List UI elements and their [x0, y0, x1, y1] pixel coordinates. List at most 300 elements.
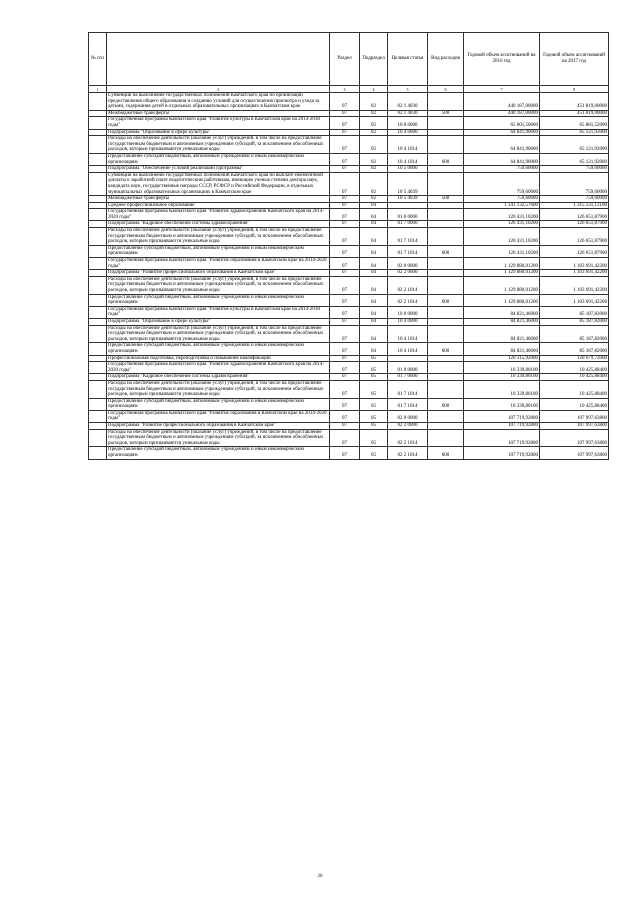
cell-name: Государственная программа Камчатского края "Развитие здравоохранения Камчатского края на 2014-2020 годы" [107, 362, 330, 374]
cell-vid-raskhodov [428, 318, 464, 325]
cell-num [89, 374, 107, 381]
table-row [89, 343, 609, 355]
cell-amount-2017: 85 187,82000 [540, 306, 609, 318]
cell-razdel: 07 [330, 270, 360, 277]
cell-vid-raskhodov: 600 [428, 447, 464, 459]
cell-amount-2016: 759,60000 [464, 166, 540, 173]
table-row [89, 447, 609, 459]
header-razdel: Раздел [330, 33, 360, 86]
cell-amount-2016: 107 719,92800 [464, 447, 540, 459]
cell-amount-2016: 107 719,92800 [464, 429, 540, 447]
cell-amount-2017: 1 103 691,42200 [540, 294, 609, 306]
cell-num [89, 410, 107, 422]
cell-amount-2016: 1 129 880,01200 [464, 270, 540, 277]
cell-podrazdel: 02 [360, 136, 388, 154]
cell-vid-raskhodov [428, 136, 464, 154]
cell-num [89, 209, 107, 221]
cell-podrazdel: 05 [360, 355, 388, 362]
cell-razdel: 07 [330, 258, 360, 270]
table-row [89, 245, 609, 257]
cell-amount-2016: 126 431,10200 [464, 209, 540, 221]
cell-tselevaya-statya: 01 7 0000 [388, 221, 428, 228]
cell-podrazdel: 02 [360, 117, 388, 129]
cell-amount-2016: 64 841,90000 [464, 153, 540, 165]
cell-podrazdel: 02 [360, 93, 388, 111]
cell-podrazdel: 05 [360, 429, 388, 447]
cell-num [89, 172, 107, 195]
cell-num [89, 318, 107, 325]
page-number: 26 [317, 874, 323, 879]
table-row [89, 117, 609, 129]
table-row [89, 93, 609, 111]
table-row [89, 374, 609, 381]
cell-razdel: 07 [330, 306, 360, 318]
table-row [89, 221, 609, 228]
table-body [89, 93, 609, 460]
column-index: 7 [464, 86, 540, 93]
table-row [89, 228, 609, 246]
cell-amount-2016: 107 719,92800 [464, 423, 540, 430]
cell-amount-2017: 10 425,88400 [540, 362, 609, 374]
table-row [89, 362, 609, 374]
cell-name: Расходы на обеспечение деятельности (оказание услуг) учреждений, в том числе на предоставление государственным бюджетным и автономным учреждениям субсидий, за исключением обособленных расходов, которым присваиваются уникальные коды [107, 380, 330, 398]
cell-vid-raskhodov: 600 [428, 153, 464, 165]
cell-razdel: 07 [330, 374, 360, 381]
cell-vid-raskhodov: 600 [428, 343, 464, 355]
cell-tselevaya-statya: 10 5 4039 [388, 172, 428, 195]
cell-num [89, 362, 107, 374]
table-row [89, 325, 609, 343]
cell-podrazdel: 02 [360, 166, 388, 173]
table-row [89, 306, 609, 318]
cell-vid-raskhodov [428, 221, 464, 228]
cell-razdel: 07 [330, 318, 360, 325]
table-row [89, 166, 609, 173]
table-row [89, 380, 609, 398]
cell-name: Расходы на обеспечение деятельности (оказание услуг) учреждений, в том числе на предоставление государственным бюджетным и автономным учреждениям субсидий, за исключением обособленных расходов, которым присваиваются уникальные коды [107, 276, 330, 294]
cell-razdel: 07 [330, 325, 360, 343]
table-row [89, 270, 609, 277]
table-row [89, 110, 609, 117]
table-row [89, 196, 609, 203]
cell-vid-raskhodov [428, 429, 464, 447]
cell-razdel: 07 [330, 245, 360, 257]
cell-tselevaya-statya: 01 7 1014 [388, 398, 428, 410]
cell-tselevaya-statya: 02 0 0000 [388, 258, 428, 270]
cell-vid-raskhodov: 600 [428, 398, 464, 410]
column-index: 2 [107, 86, 330, 93]
cell-num [89, 276, 107, 294]
cell-podrazdel: 04 [360, 325, 388, 343]
cell-amount-2017: 65 121,92000 [540, 129, 609, 136]
table-row [89, 258, 609, 270]
table-row [89, 276, 609, 294]
cell-amount-2016: 10 339,80100 [464, 398, 540, 410]
cell-razdel: 07 [330, 355, 360, 362]
cell-name: Среднее профессиональное образование [107, 202, 330, 209]
table-row [89, 202, 609, 209]
cell-tselevaya-statya: 01 7 1014 [388, 245, 428, 257]
cell-vid-raskhodov [428, 306, 464, 318]
cell-amount-2017: 1 103 691,42200 [540, 258, 609, 270]
cell-amount-2016: 84 821,46000 [464, 325, 540, 343]
table-row [89, 129, 609, 136]
column-index: 1 [89, 86, 107, 93]
cell-amount-2016: 120 315,92000 [464, 355, 540, 362]
cell-tselevaya-statya: 10 4 0000 [388, 318, 428, 325]
cell-tselevaya-statya: 10 4 1014 [388, 343, 428, 355]
cell-num [89, 429, 107, 447]
cell-num [89, 221, 107, 228]
cell-amount-2016: 107 719,92800 [464, 410, 540, 422]
cell-amount-2016: 65 601,50000 [464, 117, 540, 129]
cell-amount-2016: 126 431,10200 [464, 245, 540, 257]
cell-name: Государственная программа Камчатского края "Развитие здравоохранения Камчатского края на 2014-2020 годы" [107, 209, 330, 221]
cell-tselevaya-statya: 10 4 1014 [388, 325, 428, 343]
cell-podrazdel: 05 [360, 362, 388, 374]
cell-num [89, 129, 107, 136]
document-page [88, 32, 608, 460]
cell-razdel: 07 [330, 362, 360, 374]
cell-amount-2016: 759,60000 [464, 196, 540, 203]
cell-tselevaya-statya: 01 0 0000 [388, 209, 428, 221]
cell-num [89, 270, 107, 277]
cell-amount-2017: 759,60000 [540, 166, 609, 173]
cell-amount-2017: 126 651,87900 [540, 221, 609, 228]
cell-razdel: 07 [330, 117, 360, 129]
cell-razdel: 07 [330, 294, 360, 306]
cell-amount-2016: 84 821,46000 [464, 306, 540, 318]
cell-amount-2017: 10 425,88400 [540, 374, 609, 381]
cell-tselevaya-statya: 10 5 0000 [388, 166, 428, 173]
cell-amount-2016: 1 129 880,01200 [464, 276, 540, 294]
cell-podrazdel: 04 [360, 258, 388, 270]
cell-amount-2016: 1 129 880,01200 [464, 294, 540, 306]
cell-name: Предоставление субсидий бюджетным, автономным учреждениям и иным некоммерческим организациям [107, 153, 330, 165]
cell-razdel: 07 [330, 209, 360, 221]
cell-vid-raskhodov [428, 374, 464, 381]
cell-tselevaya-statya: 10 4 1014 [388, 136, 428, 154]
cell-name: Подпрограмма "Развитие профессионального образования в Камчатском крае" [107, 270, 330, 277]
table-row [89, 294, 609, 306]
cell-amount-2016: 440 187,00000 [464, 93, 540, 111]
cell-vid-raskhodov [428, 172, 464, 195]
cell-razdel: 07 [330, 110, 360, 117]
cell-razdel: 07 [330, 276, 360, 294]
cell-num [89, 117, 107, 129]
cell-razdel: 07 [330, 93, 360, 111]
table-row [89, 318, 609, 325]
cell-podrazdel: 05 [360, 380, 388, 398]
cell-amount-2017: 10 425,88400 [540, 398, 609, 410]
cell-amount-2017: 65 881,52000 [540, 117, 609, 129]
cell-podrazdel: 04 [360, 228, 388, 246]
cell-amount-2017: 120 679,72000 [540, 355, 609, 362]
cell-vid-raskhodov [428, 380, 464, 398]
cell-podrazdel: 02 [360, 129, 388, 136]
cell-amount-2016: 64 841,90000 [464, 136, 540, 154]
cell-podrazdel: 04 [360, 221, 388, 228]
cell-tselevaya-statya: 02 2 1014 [388, 429, 428, 447]
cell-name: Государственная программа Камчатского края "Развитие образования в Камчатском крае на 2014-2020 годы" [107, 410, 330, 422]
cell-amount-2017: 107 997,63800 [540, 423, 609, 430]
cell-name: Подпрограмма "Развитие профессионального образования в Камчатском крае" [107, 423, 330, 430]
cell-name: Субвенции на выполнение государственных полномочий Камчатского края по выплате ежемесячной доплаты к заработной плате педагогическим работникам, имеющим ученые степени доктора наук, кандидата наук, государственные награды СССР, РСФСР и Российской Федерации, в отдельных муниципальных образовательных организациях в Камчатском крае [107, 172, 330, 195]
cell-podrazdel: 04 [360, 294, 388, 306]
cell-amount-2017: 65 121,92000 [540, 136, 609, 154]
cell-name: Субвенции на выполнение государственных полномочий Камчатского края по организации предоставления общего образования и созданию условий для осуществления присмотра и ухода за детьми, содержания детей в отдельных образовательных организациях в Камчатском крае [107, 93, 330, 111]
cell-name: Предоставление субсидий бюджетным, автономным учреждениям и иным некоммерческим организациям [107, 294, 330, 306]
header-name [107, 33, 330, 86]
column-index: 8 [540, 86, 609, 93]
cell-razdel: 07 [330, 136, 360, 154]
cell-amount-2017: 759,60000 [540, 196, 609, 203]
cell-podrazdel: 04 [360, 202, 388, 209]
cell-vid-raskhodov [428, 355, 464, 362]
cell-podrazdel: 02 [360, 172, 388, 195]
cell-amount-2016: 126 431,10200 [464, 228, 540, 246]
cell-tselevaya-statya: 02 2 1014 [388, 294, 428, 306]
cell-name: Предоставление субсидий бюджетным, автономным учреждениям и иным некоммерческим организациям [107, 245, 330, 257]
cell-razdel: 07 [330, 129, 360, 136]
cell-name: Межбюджетные трансферты [107, 110, 330, 117]
cell-tselevaya-statya [388, 355, 428, 362]
column-index: 6 [428, 86, 464, 93]
cell-name: Подпрограмма "Образование в сфере культуры" [107, 318, 330, 325]
cell-name: Расходы на обеспечение деятельности (оказание услуг) учреждений, в том числе на предоставление государственным бюджетным и автономным учреждениям субсидий, за исключением обособленных расходов, которым присваиваются уникальные коды [107, 136, 330, 154]
cell-name: Подпрограмма "Образование в сфере культуры" [107, 129, 330, 136]
table-row [89, 398, 609, 410]
cell-num [89, 355, 107, 362]
cell-amount-2016: 10 339,80100 [464, 362, 540, 374]
cell-vid-raskhodov [428, 202, 464, 209]
cell-tselevaya-statya: 02 1 4030 [388, 93, 428, 111]
cell-vid-raskhodov [428, 166, 464, 173]
cell-num [89, 93, 107, 111]
cell-vid-raskhodov: 500 [428, 110, 464, 117]
cell-tselevaya-statya: 01 7 1014 [388, 380, 428, 398]
cell-podrazdel: 04 [360, 276, 388, 294]
cell-podrazdel: 02 [360, 153, 388, 165]
cell-vid-raskhodov [428, 209, 464, 221]
cell-amount-2017: 107 997,63800 [540, 429, 609, 447]
cell-tselevaya-statya: 01 0 0000 [388, 362, 428, 374]
cell-razdel: 07 [330, 429, 360, 447]
cell-razdel: 07 [330, 153, 360, 165]
cell-razdel: 07 [330, 166, 360, 173]
cell-vid-raskhodov [428, 325, 464, 343]
header-amount-2017: Годовой объем ассигнований на 2017 год [540, 33, 609, 86]
cell-amount-2016: 10 339,80100 [464, 380, 540, 398]
table-row [89, 172, 609, 195]
column-index-row [89, 86, 609, 93]
cell-amount-2017: 1 315 531,12100 [540, 202, 609, 209]
cell-amount-2017: 759,60000 [540, 172, 609, 195]
cell-tselevaya-statya: 02 2 1014 [388, 276, 428, 294]
cell-num [89, 245, 107, 257]
cell-podrazdel: 02 [360, 110, 388, 117]
cell-name: Расходы на обеспечение деятельности (оказание услуг) учреждений, в том числе на предоставление государственным бюджетным и автономным учреждениям субсидий, за исключением обособленных расходов, которым присваиваются уникальные коды [107, 325, 330, 343]
column-index: 3 [330, 86, 360, 93]
cell-razdel: 07 [330, 228, 360, 246]
cell-razdel: 07 [330, 172, 360, 195]
column-index: 5 [388, 86, 428, 93]
cell-razdel: 07 [330, 423, 360, 430]
cell-podrazdel: 02 [360, 196, 388, 203]
cell-num [89, 423, 107, 430]
cell-amount-2016: 84 821,46000 [464, 318, 540, 325]
column-index: 4 [360, 86, 388, 93]
cell-tselevaya-statya: 02 2 0000 [388, 270, 428, 277]
budget-table [88, 32, 609, 460]
cell-num [89, 325, 107, 343]
header-vid-raskhodov: Вид расходов [428, 33, 464, 86]
cell-razdel: 07 [330, 221, 360, 228]
cell-razdel: 07 [330, 343, 360, 355]
cell-name: Подпрограмма "Кадровое обеспечение системы здравоохранения" [107, 374, 330, 381]
cell-name: Предоставление субсидий бюджетным, автономным учреждениям и иным некоммерческим организациям [107, 447, 330, 459]
cell-name: Профессиональная подготовка, переподготовка и повышение квалификации [107, 355, 330, 362]
cell-amount-2016: 440 187,00000 [464, 110, 540, 117]
table-row [89, 153, 609, 165]
cell-vid-raskhodov [428, 423, 464, 430]
cell-name: Государственная программа Камчатского края "Развитие образования в Камчатском крае на 2014-2020 годы" [107, 258, 330, 270]
cell-amount-2017: 65 121,92000 [540, 153, 609, 165]
cell-num [89, 202, 107, 209]
cell-num [89, 398, 107, 410]
cell-name: Расходы на обеспечение деятельности (оказание услуг) учреждений, в том числе на предоставление государственным бюджетным и автономным учреждениям субсидий, за исключением обособленных расходов, которым присваиваются уникальные коды [107, 228, 330, 246]
cell-razdel: 07 [330, 447, 360, 459]
cell-tselevaya-statya: 01 7 1014 [388, 228, 428, 246]
cell-amount-2017: 107 997,63800 [540, 447, 609, 459]
cell-num [89, 306, 107, 318]
cell-amount-2016: 759,60000 [464, 172, 540, 195]
table-row [89, 136, 609, 154]
cell-tselevaya-statya: 01 7 0000 [388, 374, 428, 381]
cell-amount-2017: 85 187,82000 [540, 325, 609, 343]
header-amount-2016: Годовой объем ассигнований на 2016 год [464, 33, 540, 86]
cell-name: Государственная программа Камчатского края "Развитие культуры в Камчатском крае на 2014-2018 годы" [107, 306, 330, 318]
cell-vid-raskhodov [428, 270, 464, 277]
cell-amount-2017: 126 651,87900 [540, 245, 609, 257]
cell-name: Предоставление субсидий бюджетным, автономным учреждениям и иным некоммерческим организациям [107, 343, 330, 355]
cell-podrazdel: 05 [360, 374, 388, 381]
cell-num [89, 196, 107, 203]
cell-razdel: 07 [330, 202, 360, 209]
cell-amount-2017: 107 997,63800 [540, 410, 609, 422]
cell-amount-2016: 1 129 880,01200 [464, 258, 540, 270]
cell-name: Подпрограмма "Кадровое обеспечение системы здравоохранения" [107, 221, 330, 228]
cell-amount-2017: 85 187,82000 [540, 318, 609, 325]
cell-vid-raskhodov [428, 410, 464, 422]
cell-name: Государственная программа Камчатского края "Развитие культуры в Камчатском крае на 2014-2018 годы" [107, 117, 330, 129]
cell-podrazdel: 05 [360, 410, 388, 422]
header-tselevaya-statya: Целевая статья [388, 33, 428, 86]
cell-num [89, 166, 107, 173]
cell-vid-raskhodov [428, 258, 464, 270]
cell-num [89, 258, 107, 270]
cell-vid-raskhodov [428, 228, 464, 246]
cell-tselevaya-statya: 10 5 4039 [388, 196, 428, 203]
cell-amount-2017: 451 819,00000 [540, 93, 609, 111]
cell-amount-2017: 126 651,87900 [540, 209, 609, 221]
cell-podrazdel: 05 [360, 447, 388, 459]
cell-amount-2017: 1 103 691,42200 [540, 276, 609, 294]
cell-num [89, 110, 107, 117]
cell-tselevaya-statya [388, 202, 428, 209]
cell-tselevaya-statya: 10 0 0000 [388, 117, 428, 129]
cell-amount-2017: 85 187,82000 [540, 343, 609, 355]
cell-amount-2016: 10 339,80100 [464, 374, 540, 381]
cell-amount-2016: 84 821,46000 [464, 343, 540, 355]
cell-podrazdel: 05 [360, 423, 388, 430]
cell-vid-raskhodov: 500 [428, 196, 464, 203]
cell-num [89, 294, 107, 306]
cell-vid-raskhodov: 600 [428, 294, 464, 306]
table-header-row [89, 33, 609, 86]
cell-amount-2016: 64 841,90000 [464, 129, 540, 136]
cell-num [89, 228, 107, 246]
header-podrazdel: Подраздел [360, 33, 388, 86]
cell-num [89, 380, 107, 398]
cell-podrazdel: 04 [360, 306, 388, 318]
cell-podrazdel: 04 [360, 245, 388, 257]
cell-name: Расходы на обеспечение деятельности (оказание услуг) учреждений, в том числе на предоставление государственным бюджетным и автономным учреждениям субсидий, за исключением обособленных расходов, которым присваиваются уникальные коды [107, 429, 330, 447]
table-row [89, 209, 609, 221]
cell-amount-2016: 126 431,10200 [464, 221, 540, 228]
cell-tselevaya-statya: 10 4 0000 [388, 129, 428, 136]
cell-tselevaya-statya: 02 0 0000 [388, 410, 428, 422]
cell-tselevaya-statya: 02 2 1014 [388, 447, 428, 459]
cell-amount-2017: 1 103 691,42200 [540, 270, 609, 277]
cell-vid-raskhodov: 600 [428, 245, 464, 257]
cell-razdel: 07 [330, 410, 360, 422]
cell-tselevaya-statya: 02 1 4030 [388, 110, 428, 117]
cell-razdel: 07 [330, 196, 360, 203]
cell-num [89, 447, 107, 459]
cell-num [89, 343, 107, 355]
cell-name: Подпрограмма "Обеспечение условий реализации Программы" [107, 166, 330, 173]
cell-vid-raskhodov [428, 276, 464, 294]
cell-tselevaya-statya: 10 4 1014 [388, 153, 428, 165]
cell-tselevaya-statya: 02 2 0000 [388, 423, 428, 430]
cell-podrazdel: 05 [360, 398, 388, 410]
cell-vid-raskhodov [428, 362, 464, 374]
table-row [89, 355, 609, 362]
cell-name: Предоставление субсидий бюджетным, автономным учреждениям и иным некоммерческим организациям [107, 398, 330, 410]
cell-razdel: 07 [330, 380, 360, 398]
cell-vid-raskhodov [428, 93, 464, 111]
cell-podrazdel: 04 [360, 318, 388, 325]
cell-amount-2016: 1 341 132,57600 [464, 202, 540, 209]
table-row [89, 423, 609, 430]
cell-podrazdel: 04 [360, 209, 388, 221]
cell-num [89, 153, 107, 165]
cell-podrazdel: 04 [360, 343, 388, 355]
cell-name: Межбюджетные трансферты [107, 196, 330, 203]
table-row [89, 429, 609, 447]
cell-num [89, 136, 107, 154]
cell-amount-2017: 10 425,88400 [540, 380, 609, 398]
header-num: № п/п [89, 33, 107, 86]
table-row [89, 410, 609, 422]
cell-amount-2017: 126 651,87900 [540, 228, 609, 246]
cell-tselevaya-statya: 10 0 0000 [388, 306, 428, 318]
cell-amount-2017: 451 819,00000 [540, 110, 609, 117]
cell-vid-raskhodov [428, 117, 464, 129]
cell-podrazdel: 04 [360, 270, 388, 277]
cell-vid-raskhodov [428, 129, 464, 136]
